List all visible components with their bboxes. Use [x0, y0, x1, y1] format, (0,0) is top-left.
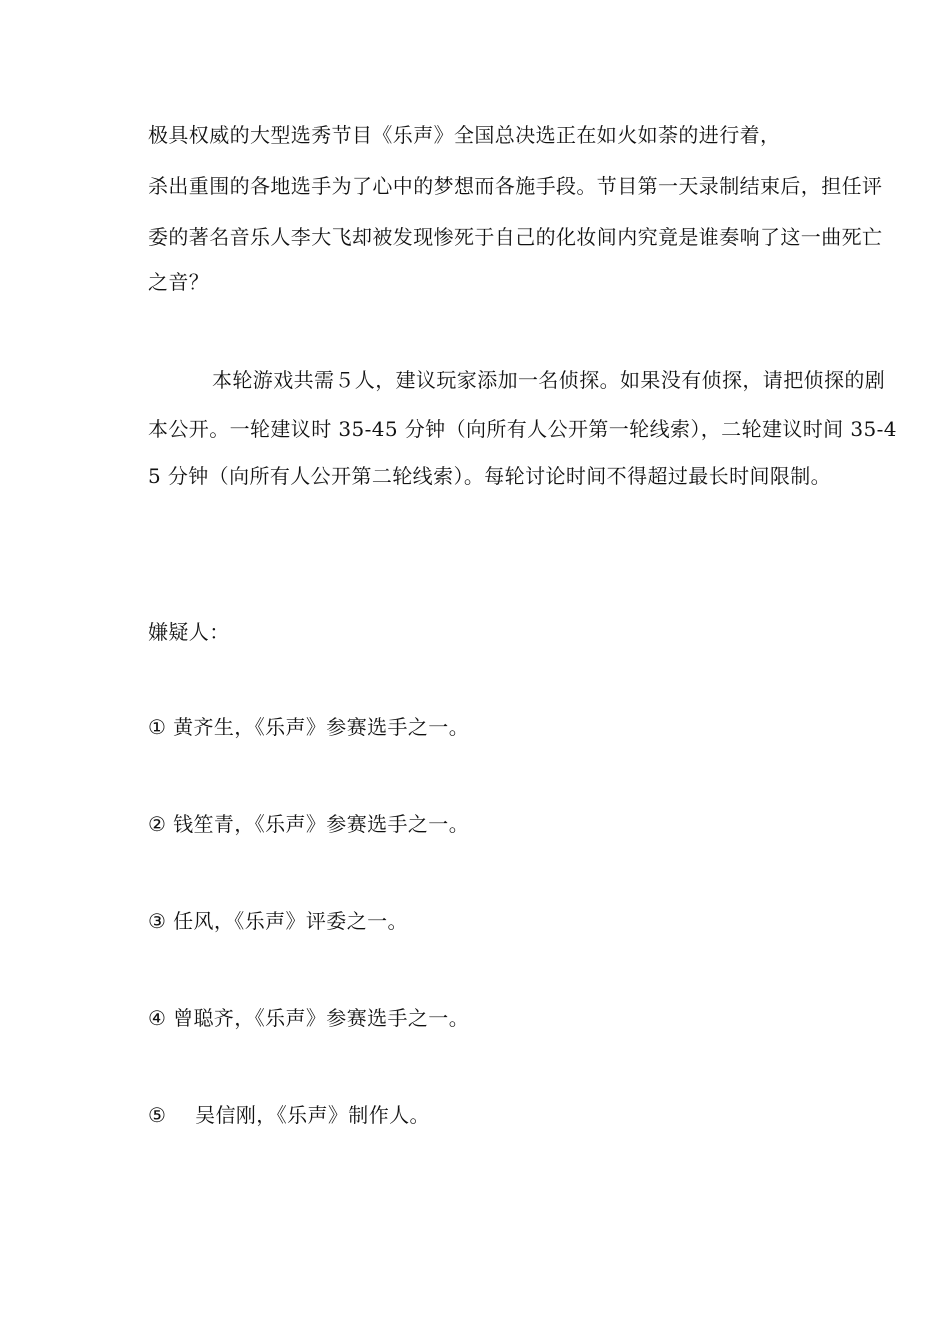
intro-line: 之音？: [148, 270, 210, 294]
intro-line: 杀出重围的各地选手为了心中的梦想而各施手段。节目第一天录制结束后，担任评: [148, 174, 883, 198]
intro-line: 极具权威的大型选秀节目《乐声》全国总决选正在如火如荼的进行着，: [148, 123, 781, 147]
rules-line: 本公开。一轮建议时 35-45 分钟（向所有人公开第一轮线索），二轮建议时间 35-4: [148, 417, 897, 441]
suspect-description: 钱笙青，《乐声》参赛选手之一。: [173, 812, 470, 836]
suspect-number: ⑤: [148, 1103, 167, 1127]
rules-line: 5 分钟（向所有人公开第二轮线索）。每轮讨论时间不得超过最长时间限制。: [148, 464, 832, 488]
suspect-number: ③: [148, 909, 167, 933]
suspect-description: 吴信刚，《乐声》制作人。: [195, 1103, 430, 1127]
suspect-number: ①: [148, 715, 167, 739]
suspect-item: [148, 1101, 430, 1129]
suspects-heading: 嫌疑人：: [148, 620, 230, 644]
suspect-number: ④: [148, 1006, 167, 1030]
suspect-number: ②: [148, 812, 167, 836]
suspect-item: [148, 1004, 469, 1032]
suspect-item: [148, 810, 469, 838]
suspect-description: 黄齐生，《乐声》参赛选手之一。: [173, 715, 470, 739]
rules-line: 本轮游戏共需５人，建议玩家添加一名侦探。如果没有侦探，请把侦探的剧: [212, 368, 886, 392]
suspect-description: 任风，《乐声》评委之一。: [173, 909, 408, 933]
suspect-item: [148, 713, 469, 741]
suspect-description: 曾聪齐，《乐声》参赛选手之一。: [173, 1006, 470, 1030]
intro-line: 委的著名音乐人李大飞却被发现惨死于自己的化妆间内究竟是谁奏响了这一曲死亡: [148, 225, 883, 249]
suspect-item: [148, 907, 408, 935]
